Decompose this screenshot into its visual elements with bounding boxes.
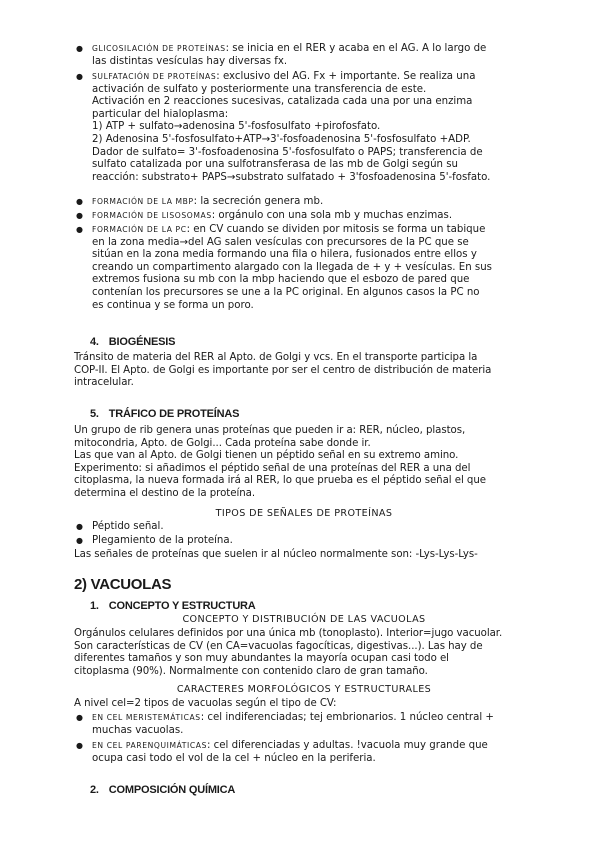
paragraph	[74, 698, 534, 711]
text-line: sitúan en la zona media formando una fila o hilera, fusionados entre ellos y	[92, 249, 477, 261]
term-label: FORMACIÓN DE LISOSOMAS	[92, 211, 212, 220]
term-label: GLICOSILACIÓN DE PROTEÍNAS	[92, 44, 226, 53]
term-label: FORMACIÓN DE LA MBP	[92, 197, 194, 206]
text-line: : orgánulo con una sola mb y muchas enzimas.	[211, 210, 453, 221]
text-line: : exclusivo del AG. Fx + importante. Se realiza una	[216, 71, 476, 82]
list-item	[76, 210, 532, 223]
text-line: intracelular.	[74, 377, 134, 389]
text-line: : cel diferenciadas y adultas. !vacuola muy grande que	[207, 740, 488, 751]
text-line: COP-II. El Apto. de Golgi es importante por ser el centro de distribución de materia	[74, 364, 492, 376]
text-line: Las señales de proteínas que suelen ir al núcleo normalmente son: -Lys-Lys-Lys-	[74, 549, 478, 560]
text-line: Activación en 2 reacciones sucesivas, catalizada cada una por una enzima	[92, 96, 473, 108]
list-item	[76, 196, 532, 209]
text-line: citoplasma (90%). Normalmente con contenido claro de gran tamaño.	[74, 665, 428, 677]
subheading: TIPOS DE SEÑALES DE PROTEÍNAS	[215, 508, 393, 519]
paragraph	[74, 549, 534, 562]
paragraph	[74, 352, 534, 390]
bullet-icon: ●	[76, 44, 83, 53]
section-heading	[90, 784, 235, 796]
text-line: en la zona media→del AG salen vesículas con precursores de la PC que se	[92, 236, 469, 248]
text-line: Son características de CV (en CA=vacuolas fagocíticas, digestivas...). Las hay de	[74, 640, 483, 652]
paragraph	[74, 425, 534, 501]
bullet-icon: ●	[76, 536, 83, 545]
section-title: COMPOSICIÓN QUÍMICA	[108, 784, 236, 796]
text-line: particular del hialoplasma:	[92, 108, 229, 120]
text-line: muchas vacuolas.	[92, 724, 184, 736]
text-line: Experimento: si añadimos el péptido señal de una proteínas del RER a una del	[74, 462, 471, 474]
term-label: FORMACIÓN DE LA PC	[92, 225, 187, 234]
list-item	[76, 224, 532, 312]
list-item	[76, 521, 532, 534]
bullet-icon: ●	[76, 225, 83, 234]
text-line: 1) ATP + sulfato→adenosina 5'-fosfosulfato +pirofosfato.	[92, 121, 381, 133]
list-item	[76, 740, 532, 765]
list-item	[76, 712, 532, 737]
section-title: TRÁFICO DE PROTEÍNAS	[108, 408, 240, 420]
text-line: : la secreción genera mb.	[193, 196, 324, 207]
text-line: citoplasma, la nueva formada irá al RER, lo que prueba es el péptido señal el que	[74, 475, 486, 487]
text-line: Plegamiento de la proteína.	[92, 535, 233, 546]
text-line: : cel indiferenciadas; tej embrionarios. 1 núcleo central +	[200, 712, 494, 723]
subheading: CARACTERES MORFOLÓGICOS Y ESTRUCTURALES	[176, 684, 432, 695]
text-line: Las que van al Apto. de Golgi tienen un péptido señal en su extremo amino.	[74, 450, 459, 462]
section-heading	[90, 408, 239, 420]
text-line: A nivel cel=2 tipos de vacuolas según el tipo de CV:	[74, 698, 337, 709]
text-line: ocupa casi todo el vol de la cel + núcleo en la periferia.	[92, 752, 376, 764]
section-number: 5.	[90, 408, 99, 420]
text-line: mitocondria, Apto. de Golgi... Cada proteína sabe donde ir.	[74, 437, 371, 449]
text-line: Péptido señal.	[92, 521, 164, 532]
text-line: diferentes tamaños y son muy abundantes la mayoría ocupan casi todo el	[74, 653, 449, 665]
text-line: extremos fusiona su mb con la mbp haciendo que el esbozo de pared que	[92, 274, 470, 286]
bullet-icon: ●	[76, 197, 83, 206]
bullet-icon: ●	[76, 211, 83, 220]
term-label: EN CEL PARENQUIMÁTICAS	[92, 741, 208, 750]
text-line: sulfato catalizada por una sulfotransferasa de las mb de Golgi según su	[92, 159, 459, 171]
text-line: contenían los precursores se une a la PC original. En algunos casos la PC no	[92, 286, 480, 298]
section-number: 1.	[90, 600, 99, 612]
section-title: BIOGÉNESIS	[108, 336, 176, 348]
term-label: SULFATACIÓN DE PROTEÍNAS	[92, 72, 217, 81]
text-line: es continua y se forma un poro.	[92, 299, 254, 311]
text-line: Dador de sulfato= 3'-fosfoadenosina 5'-fosfosulfato o PAPS; transferencia de	[92, 146, 483, 158]
text-line: Orgánulos celulares definidos por una única mb (tonoplasto). Interior=jugo vacuolar.	[74, 628, 503, 639]
text-line: determina el destino de la proteína.	[74, 487, 256, 499]
bullet-icon: ●	[76, 72, 83, 81]
section-number: 2.	[90, 784, 99, 796]
bullet-icon: ●	[76, 741, 83, 750]
paragraph	[74, 628, 534, 678]
text-line: activación de sulfato y posteriormente una transferencia de este.	[92, 83, 427, 95]
text-line: : en CV cuando se dividen por mitosis se forma un tabique	[186, 224, 486, 235]
text-line: Tránsito de materia del RER al Apto. de Golgi y vcs. En el transporte participa la	[74, 352, 478, 363]
term-label: EN CEL MERISTEMÁTICAS	[92, 713, 201, 722]
text-line: Un grupo de rib genera unas proteínas que pueden ir a: RER, núcleo, plastos,	[74, 425, 466, 436]
bullet-icon: ●	[76, 522, 83, 531]
text-line: creando un compartimento alargado con la llegada de + y + vesículas. En sus	[92, 261, 492, 273]
list-item	[76, 43, 532, 68]
section-number: 4.	[90, 336, 99, 348]
list-item	[76, 535, 532, 548]
text-line: reacción: substrato+ PAPS→substrato sulfatado + 3'fosfoadenosina 5'-fosfato.	[92, 171, 491, 183]
text-line: las distintas vesículas hay diversas fx.	[92, 55, 288, 67]
text-line: : se inicia en el RER y acaba en el AG. A lo largo de	[225, 43, 487, 54]
section-title: CONCEPTO Y ESTRUCTURA	[108, 600, 256, 612]
text-line: 2) Adenosina 5'-fosfosulfato+ATP→3'-fosfoadenosina 5'-fosfosulfato +ADP.	[92, 133, 471, 145]
section-heading	[90, 600, 256, 612]
list-item	[76, 71, 532, 184]
section-heading	[90, 336, 175, 348]
bullet-icon: ●	[76, 713, 83, 722]
subheading: CONCEPTO Y DISTRIBUCIÓN DE LAS VACUOLAS	[182, 614, 426, 625]
chapter-title: 2) VACUOLAS	[74, 576, 172, 593]
